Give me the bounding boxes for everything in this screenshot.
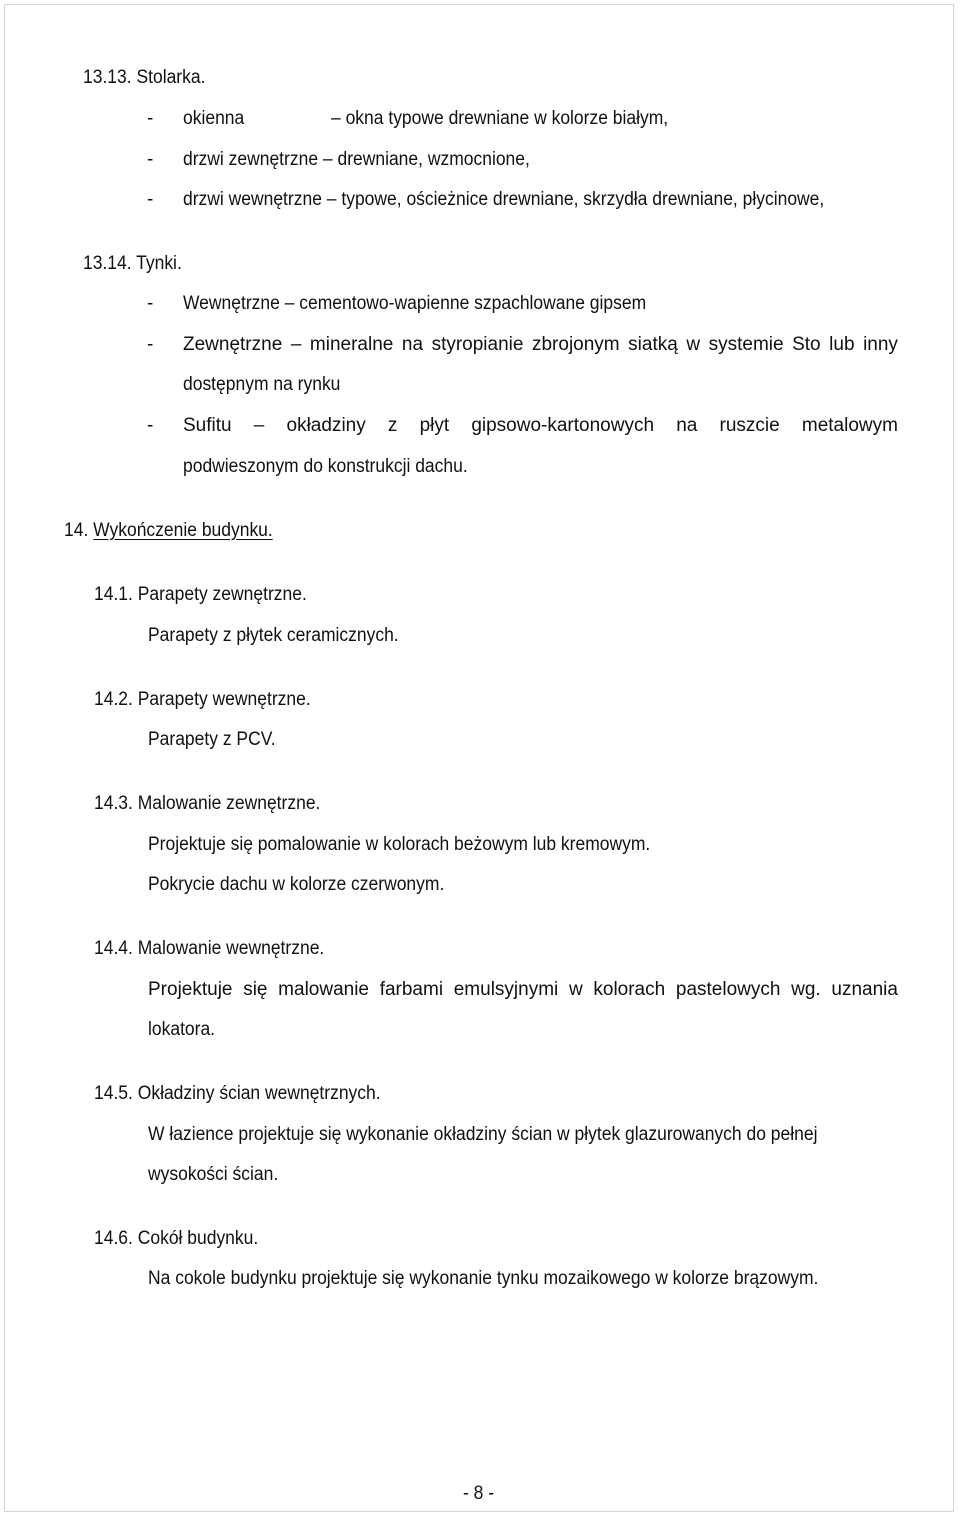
justified-word: ruszcie — [719, 415, 780, 436]
drzwi-zewnetrzne-item: drzwi zewnętrzne – drewniane, wzmocnione, — [183, 149, 530, 170]
subsection-text-14-3-line2: Pokrycie dachu w kolorze czerwonym. — [148, 874, 445, 895]
justified-word: płyt — [419, 415, 450, 436]
justified-word: w — [568, 979, 583, 1000]
okienna-description: – okna typowe drewniane w kolorze białym, — [331, 108, 669, 129]
tynki-zewnetrzne-continuation: dostępnym na rynku — [183, 374, 341, 395]
justified-word: zbrojonym — [531, 334, 620, 355]
subsection-heading-14-5: 14.5. Okładziny ścian wewnętrznych. — [94, 1083, 381, 1104]
subsection-text-14-5-line2: wysokości ścian. — [148, 1164, 279, 1185]
section-heading-13-14: 13.14. Tynki. — [83, 253, 182, 274]
justified-word: styropianie — [431, 334, 524, 355]
justified-word: wg. — [791, 979, 821, 1000]
justified-word: systemie — [708, 334, 784, 355]
justified-word: lub — [829, 334, 855, 355]
justified-word: w — [686, 334, 701, 355]
tynki-wewnetrzne-item: Wewnętrzne – cementowo-wapienne szpachlowane gipsem — [183, 293, 647, 314]
subsection-text-14-3-line1: Projektuje się pomalowanie w kolorach beżowym lub kremowym. — [148, 834, 651, 855]
tynki-sufitu-continuation: podwieszonym do konstrukcji dachu. — [183, 456, 468, 477]
justified-word: Sto — [792, 334, 821, 355]
justified-word: Projektuje — [148, 979, 233, 1000]
bullet-dash: - — [147, 108, 154, 129]
subsection-text-14-5-line1: W łazience projektuje się wykonanie okładziny ścian w płytek glazurowanych do pełnej — [148, 1124, 818, 1145]
bullet-dash: - — [147, 334, 154, 355]
justified-word: uznania — [831, 979, 898, 1000]
justified-word: – — [253, 415, 265, 436]
tynki-zewnetrzne-line — [183, 333, 898, 357]
justified-word: Zewnętrzne — [183, 334, 283, 355]
okienna-label: okienna — [183, 108, 245, 129]
section-title: Wykończenie budynku. — [93, 520, 273, 541]
justified-word: pastelowych — [675, 979, 781, 1000]
subsection-heading-14-4: 14.4. Malowanie wewnętrzne. — [94, 938, 325, 959]
bullet-dash: - — [147, 189, 154, 210]
justified-word: na — [401, 334, 424, 355]
subsection-text-14-4-line1 — [148, 978, 898, 1002]
section-number-14 — [64, 519, 273, 543]
subsection-heading-14-6: 14.6. Cokół budynku. — [94, 1228, 259, 1249]
justified-word: gipsowo-kartonowych — [471, 415, 655, 436]
subsection-text-14-6: Na cokole budynku projektuje się wykonanie tynku mozaikowego w kolorze brązowym. — [148, 1268, 819, 1289]
page-number: - 8 - — [463, 1483, 495, 1504]
justified-word: malowanie — [278, 979, 369, 1000]
justified-word: farbami — [379, 979, 444, 1000]
subsection-text-14-2: Parapety z PCV. — [148, 729, 276, 750]
justified-word: na — [676, 415, 698, 436]
subsection-text-14-1: Parapety z płytek ceramicznych. — [148, 625, 399, 646]
justified-word: inny — [863, 334, 898, 355]
justified-word: siatką — [628, 334, 678, 355]
justified-word: emulsyjnymi — [453, 979, 559, 1000]
justified-word: z — [387, 415, 398, 436]
justified-word: metalowym — [801, 415, 898, 436]
bullet-dash: - — [147, 149, 154, 170]
subsection-heading-14-2: 14.2. Parapety wewnętrzne. — [94, 689, 311, 710]
subsection-heading-14-3: 14.3. Malowanie zewnętrzne. — [94, 793, 321, 814]
subsection-text-14-4-line2: lokatora. — [148, 1019, 216, 1040]
justified-word: kolorach — [593, 979, 666, 1000]
bullet-dash: - — [147, 293, 154, 314]
tynki-sufitu-line — [183, 414, 898, 438]
justified-word: się — [243, 979, 268, 1000]
justified-word: okładziny — [286, 415, 366, 436]
drzwi-wewnetrzne-item: drzwi wewnętrzne – typowe, ościeżnice drewniane, skrzydła drewniane, płycinowe, — [183, 189, 825, 210]
justified-word: – — [290, 334, 302, 355]
bullet-dash: - — [147, 415, 154, 436]
justified-word: mineralne — [309, 334, 394, 355]
section-heading-13-13: 13.13. Stolarka. — [83, 67, 206, 88]
section-number: 14. — [64, 520, 89, 541]
subsection-heading-14-1: 14.1. Parapety zewnętrzne. — [94, 584, 307, 605]
justified-word: Sufitu — [183, 415, 232, 436]
